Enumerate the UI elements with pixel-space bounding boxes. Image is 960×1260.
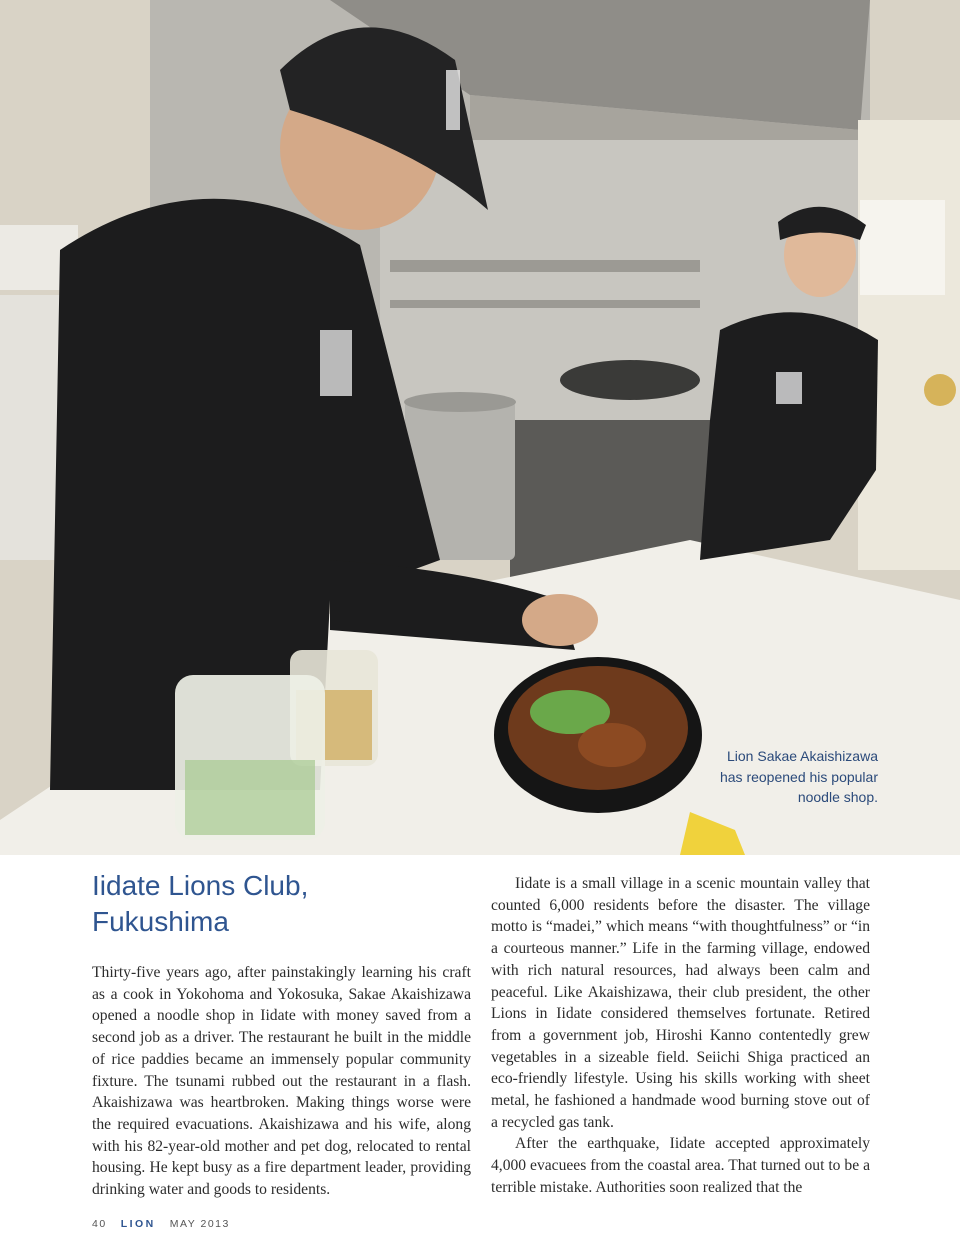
article-column-left xyxy=(92,962,471,1201)
caption-line: has reopened his popular xyxy=(719,768,878,785)
headline-line: Iidate Lions Club, xyxy=(92,870,309,901)
photo-caption xyxy=(638,746,878,808)
page-footer xyxy=(92,1218,230,1230)
article-headline xyxy=(92,868,392,940)
caption-line: noodle shop. xyxy=(797,789,878,805)
article-paragraph: After the earthquake, Iidate accepted approximately 4,000 evacuees from the coastal area. That turned out to be a terrible mistake. Authorities soon realized that the xyxy=(491,1135,870,1196)
page-number: 40 xyxy=(92,1218,107,1230)
article-column-right xyxy=(491,873,870,1199)
article-paragraph: Iidate is a small village in a scenic mountain valley that counted 6,000 residents before the disaster. The village motto is “madei,” which means “with thoughtfulness” or “in a courteous manner.” Life in the farming village, endowed with rich natural resources, had always been calm and peaceful. Like Akaishizawa, their club president, the other Lions in Iidate considered themselves fortunate. Retired from a government job, Hiroshi Kanno contentedly grew vegetables in a sizeable field. Seiichi Shiga practiced an eco-friendly lifestyle. Using his skills working with sheet metal, he fashioned a handmade wood burning stove out of a recycled gas tank. xyxy=(491,875,870,1131)
caption-line: Lion Sakae Akaishizawa xyxy=(727,748,878,764)
issue-date: MAY 2013 xyxy=(169,1218,230,1230)
article-paragraph: Thirty-five years ago, after painstakingly learning his craft as a cook in Yokohoma and Yokosuka, Sakae Akaishizawa opened a noodle shop in Iidate with money saved from a second job as a driver. The restaurant he built in the middle of rice paddies became an immensely popular community fixture. The tsunami rubbed out the restaurant in a flash. Akaishizawa was heartbroken. Making things worse were the required evacuations. Akaishizawa and his wife, along with his 82-year-old mother and pet dog, relocated to rental housing. He kept busy as a fire department leader, providing drinking water and goods to residents. xyxy=(92,964,471,1199)
magazine-name: LION xyxy=(120,1218,156,1230)
headline-line: Fukushima xyxy=(92,906,229,937)
